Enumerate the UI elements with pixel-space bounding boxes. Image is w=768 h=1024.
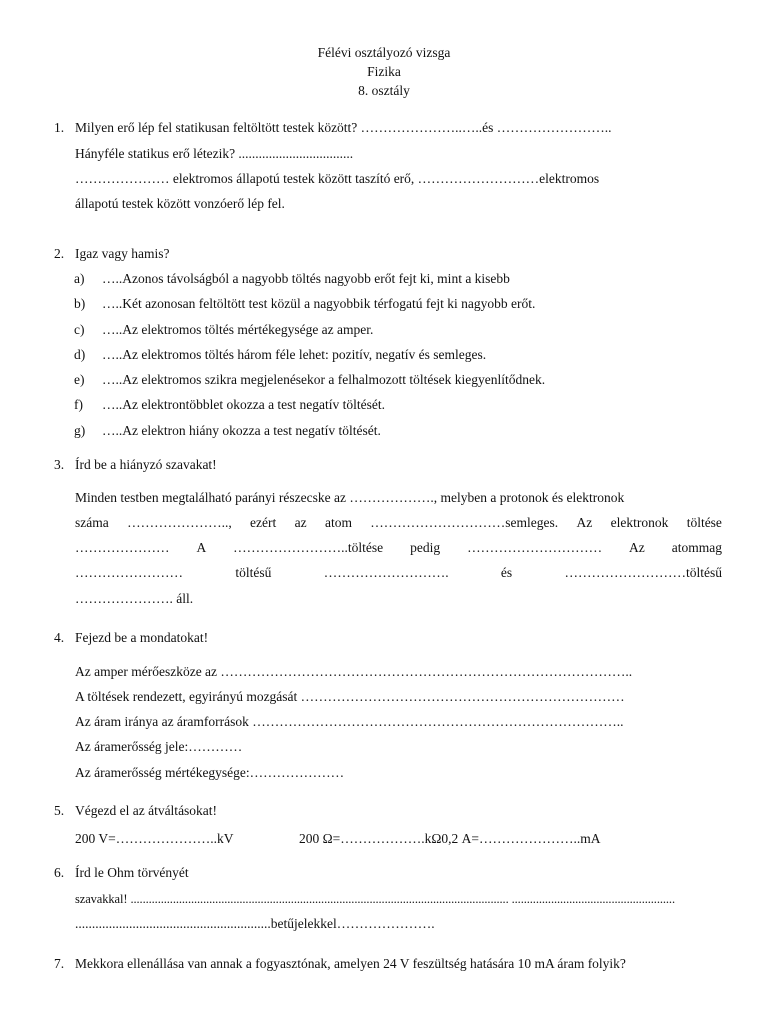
q3-word: az <box>294 515 307 530</box>
q3-number: 3. <box>54 457 65 472</box>
q4-line-1: Az amper mérőeszköze az ……………………………………………………………………………….. <box>75 664 633 679</box>
q4-line-4: Az áramerősség jele:………… <box>75 739 243 754</box>
q3-word: töltésű <box>235 565 272 580</box>
q3-word: Az <box>629 540 645 555</box>
q2-item-c: …..Az elektromos töltés mértékegysége az amper. <box>102 322 374 337</box>
q4-number: 4. <box>54 630 65 645</box>
q3-word: atom <box>324 515 352 530</box>
q2-item-b-letter: b) <box>74 296 86 311</box>
q2-item-b: …..Két azonosan feltöltött test közül a nagyobbik térfogatú fejt ki nagyobb erőt. <box>102 296 536 311</box>
q1-number: 1. <box>54 120 65 135</box>
exam-subject: Fizika <box>367 64 401 79</box>
q4-line-5: Az áramerősség mértékegysége:………………… <box>75 765 345 780</box>
q5-conversion-1: 200 V=…………………..kV <box>75 831 234 846</box>
q4-title: Fejezd be a mondatokat! <box>75 630 209 645</box>
q6-title: Írd le Ohm törvényét <box>75 865 189 880</box>
q3-blank: ………………………. <box>323 565 449 580</box>
exam-title: Félévi osztályozó vizsga <box>317 45 451 60</box>
q3-word: töltése <box>686 515 722 530</box>
q3-line-2 <box>75 514 722 532</box>
q3-word: ezért <box>250 515 277 530</box>
q3-blank: ………………… <box>75 540 170 555</box>
q5-conversion-2: 200 Ω=……………….kΩ0,2 A=…………………..mA <box>299 831 601 846</box>
q5-title: Végezd el az átváltásokat! <box>75 803 218 818</box>
q2-item-a: …..Azonos távolságból a nagyobb töltés nagyobb erőt fejt ki, mint a kisebb <box>102 271 510 286</box>
q3-word: atommag <box>671 540 722 555</box>
q5-number: 5. <box>54 803 65 818</box>
q3-line-1: Minden testben megtalálható parányi részecske az ………………., melyben a protonok és elektronok <box>75 490 625 505</box>
q1-line-4: állapotú testek között vonzóerő lép fel. <box>75 196 285 211</box>
q3-blank: ………………………töltésű <box>564 565 722 580</box>
q2-item-g-letter: g) <box>74 423 86 438</box>
q2-item-f: …..Az elektrontöbblet okozza a test negatív töltését. <box>102 397 386 412</box>
q3-line-5: …………………. áll. <box>75 591 194 606</box>
q2-number: 2. <box>54 246 65 261</box>
q6-line-2: ..........................................................betűjelekkel…………………. <box>75 916 435 931</box>
q7-text: Mekkora ellenállása van annak a fogyasztónak, amelyen 24 V feszültség hatására 10 mA áram folyik? <box>75 956 626 971</box>
q2-item-c-letter: c) <box>74 322 85 337</box>
q3-blank: ………………………… <box>467 540 603 555</box>
q3-line-3 <box>75 539 722 557</box>
q3-blank: …………………………semleges. <box>370 515 559 530</box>
q2-item-f-letter: f) <box>74 397 83 412</box>
q6-number: 6. <box>54 865 65 880</box>
q2-item-e: …..Az elektromos szikra megjelenésekor a felhalmozott töltések kiegyenlítődnek. <box>102 372 546 387</box>
q3-line-4 <box>75 564 722 582</box>
q2-item-d: …..Az elektromos töltés három féle lehet: pozitív, negatív és semleges. <box>102 347 487 362</box>
q2-title: Igaz vagy hamis? <box>75 246 170 261</box>
q7-number: 7. <box>54 956 65 971</box>
q4-line-3: Az áram iránya az áramforrások ……………………………………………………………………….. <box>75 714 624 729</box>
q3-word: elektronok <box>610 515 669 530</box>
q4-line-2: A töltések rendezett, egyirányú mozgását ……………………………………………………………… <box>75 689 625 704</box>
q2-item-d-letter: d) <box>74 347 86 362</box>
q3-word: és <box>500 565 513 580</box>
exam-grade: 8. osztály <box>358 83 410 98</box>
q3-blank: ………………….., <box>127 515 232 530</box>
q1-line-3: ………………… elektromos állapotú testek között taszító erő, ………………………elektromos <box>75 171 600 186</box>
q3-blank: …………………… <box>75 565 183 580</box>
exam-header <box>0 43 768 100</box>
q2-item-g: …..Az elektron hiány okozza a test negatív töltését. <box>102 423 381 438</box>
q3-word: pedig <box>410 540 441 555</box>
q1-line-1: Milyen erő lép fel statikusan feltöltött testek között? …………………..…..és …………………….. <box>75 120 612 135</box>
q3-word: Az <box>576 515 593 530</box>
q6-line-1: szavakkal! ............................................................................................................................. ...................................................... <box>75 892 675 906</box>
q3-title: Írd be a hiányzó szavakat! <box>75 457 217 472</box>
q2-item-e-letter: e) <box>74 372 85 387</box>
q1-line-2: Hányféle statikus erő létezik? .................................. <box>75 146 354 161</box>
q3-word: A <box>196 540 207 555</box>
q3-blank: ……………………..töltése <box>233 540 384 555</box>
q2-item-a-letter: a) <box>74 271 85 286</box>
q3-word: száma <box>75 515 109 530</box>
